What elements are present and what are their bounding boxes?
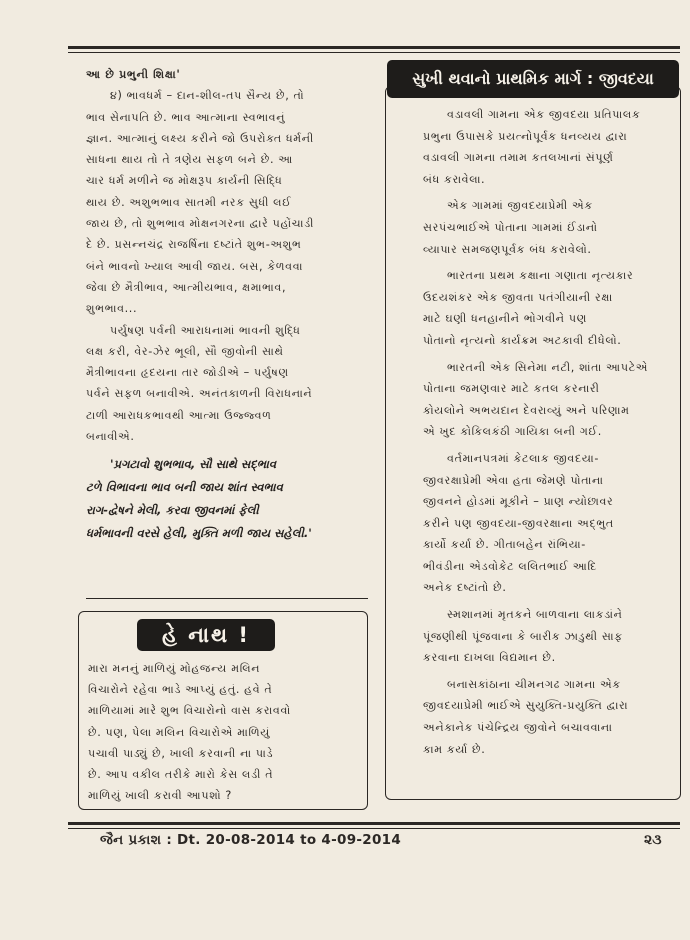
page-number: ૨૩ [644,832,662,848]
jivdaya-paragraph: વડાવલી ગામના એક જીવદયા પ્રતિપાલક પ્રભુના ઉપાસકે પ્રયત્નોપૂર્વક ધનવ્યય દ્વારા વડાવલી ગામના તમામ કતલખાનાં સંપૂર્ણ બંધ કરાવેલા. [423,108,641,186]
footer-publication: જૈન પ્રકાશ : Dt. 20-08-2014 to 4-09-2014 [100,832,402,848]
he-nath-title: હે નાથ ! [137,619,275,651]
article-paragraph-2: પર્યુષણ પર્વની આરાધનામાં ભાવની શુદ્ધિ લક્ષ કરી, વેર-ઝેર ભૂલી, સૌ જીવોની સાથે મૈત્રીભાવના હૃદયના તાર જોડીએ – પર્યુષણ પર્વને સફળ બનાવીએ. અનંતકાળની વિરાધનાને ટાળી આરાધકભાવથી આત્મા ઉજ્જ્વળ બનાવીએ. [86,323,313,444]
top-rule-thin [68,52,680,53]
jivdaya-paragraph: ભારતની એક સિનેમા નટી, શાંતા આપટેએ પોતાના જમણવાર માટે કતલ કરનારી કોયલોને અભયદાન દેવરાવ્યું અને પરિણામ એ ખુદ કોકિલકંઠી ગાયિકા બની ગઈ. [423,360,649,439]
jivdaya-paragraph: ભારતના પ્રથમ કક્ષાના ગણાતા નૃત્યકાર ઉદયશંકર એક જીવતા પતંગીયાની રક્ષા માટે ઘણી ધનહાનીને ભોગવીને પણ પોતાનો નૃત્યનો કાર્યક્રમ અટકાવી દીધેલો. [423,269,634,347]
bottom-rule [68,822,680,825]
article-paragraph-1: ૪) ભાવધર્મ – દાન-શીલ-તપ સૈન્ય છે, તો ભાવ સેનાપતિ છે. ભાવ આત્માના સ્વભાવનું જ્ઞાન. આત્માનું લક્ષ્ય કરીને જો ઉપરોક્ત ધર્મની સાધના થાય તો તે ત્રણેય સફળ બને છે. આ ચાર ધર્મ મળીને જ મોક્ષરૂપ કાર્યની સિદ્ધિ થાય છે. અશુભભાવ સાતમી નરક સુધી લઈ જાય છે, તો શુભભાવ મોક્ષનગરના દ્વારે પહોંચાડી દે છે. પ્રસન્નચંદ્ર રાજર્ષિના દષ્ટાંતે શુભ-અશુભ બંને ભાવનો ખ્યાલ આવી જાય. બસ, કેળવવા જેવા છે મૈત્રીભાવ, આત્મીયભાવ, ક્ષમાભાવ, શુભભાવ... [86,89,315,316]
top-rule [68,46,680,49]
jivdaya-paragraph: સ્મશાનમાં મૃતકને બાળવાના લાકડાંને પૂંજણીથી પૂંજવાના કે બારીક ઝાડુથી સાફ કરવાના દાખલા વિદ્યમાન છે. [423,608,623,665]
article-heading: આ છે પ્રભુની શિક્ષા' [86,68,181,81]
jivdaya-paragraph: એક ગામમાં જીવદયાપ્રેમી એક સરપંચભાઈએ પોતાના ગામમાં ઈંડાનો વ્યાપાર સમજણપૂર્વક બંધ કરાવેલો. [423,199,598,256]
jivdaya-paragraph: વર્તમાનપત્રમાં કેટલાક જીવદયા- જીવરક્ષાપ્રેમી એવા હતા જેમણે પોતાના જીવનને હોડમાં મૂકીને – પ્રાણ ન્યોછાવર કરીને પણ જીવદયા-જીવરક્ષાના અદ્ભુત કાર્યો કર્યા છે. ગીતાબહેન રાંભિયા- ભીવંડીના એડવોકેટ લલિતભાઈ આદિ અનેક દષ્ટાંતો છે. [423,451,614,595]
quote-rule [86,598,368,599]
left-article [86,64,368,545]
he-nath-text: મારા મનનું માળિયું મોહજન્ય મલિન વિચારોને રહેવા ભાડે આપ્યું હતું. હવે તે માળિયામાં મારે શુભ વિચારોનો વાસ કરાવવો છે. પણ, પેલા મલિન વિચારોએ માળિયું પચાવી પાડ્યું છે, ખાલી કરવાની ના પાડે છે. આપ વકીલ તરીકે મારો કેસ લડી તે માળિયું ખાલી કરાવી આપશો ? [88,662,291,803]
jivdaya-title: સુખી થવાનો પ્રાથમિક માર્ગ : જીવદયા [387,60,679,98]
jivdaya-content [423,104,673,765]
jivdaya-paragraph: બનાસકાંઠાના ચીમનગઢ ગામના એક જીવદયાપ્રેમી ભાઈએ સુયુક્તિ-પ્રયુક્તિ દ્વારા અનેકાનેક પંચેન્દ્રિય જીવોને બચાવવાના કામ કર્યા છે. [423,677,629,756]
article-quote: 'પ્રગટાવો શુભભાવ, સૌ સાથે સદ્ભાવ ટળે વિભાવના ભાવ બની જાય શાંત સ્વભાવ રાગ-દ્વેષને મેલી, કરવા જીવનમાં ફેલી ધર્મભાવની વરસે હેલી, મુક્તિ મળી જાય સહેલી.' [86,457,312,541]
